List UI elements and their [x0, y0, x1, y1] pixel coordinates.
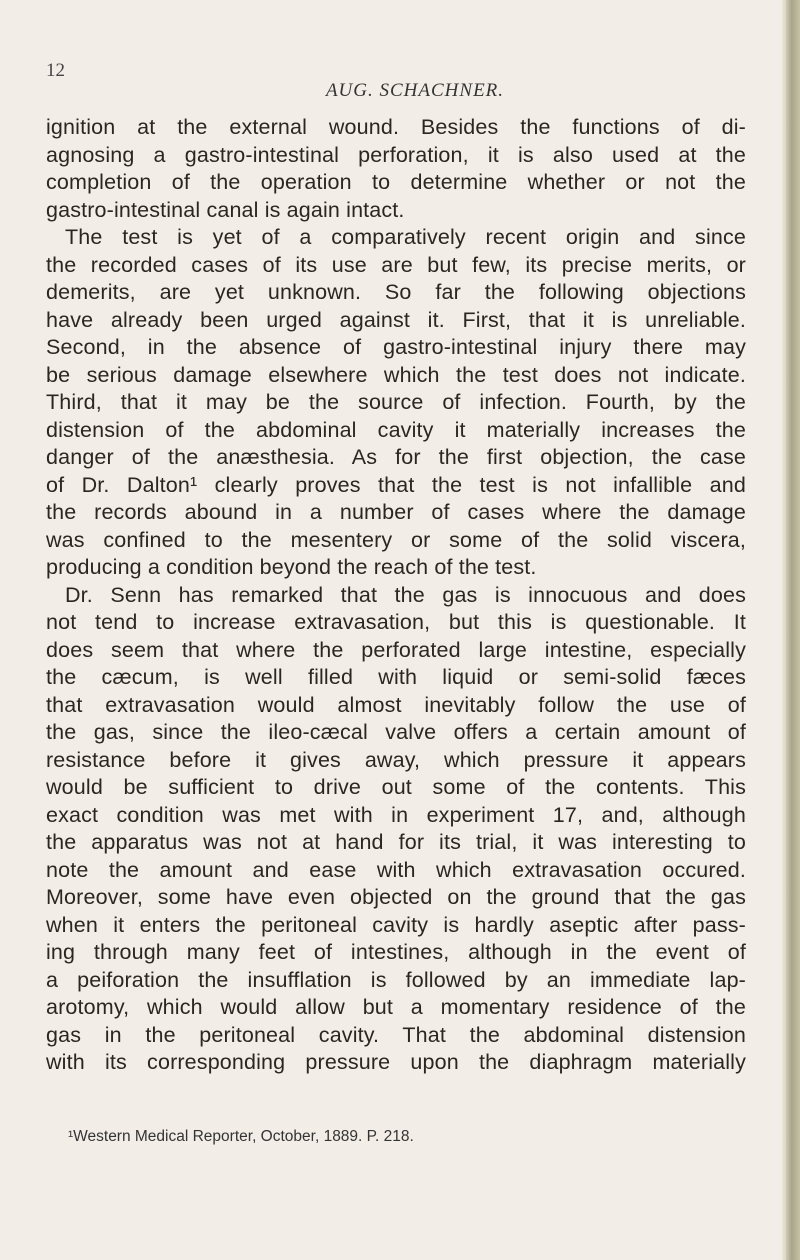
text-line: danger of the anæsthesia. As for the first objection, the case	[46, 445, 746, 469]
text-line: be serious damage elsewhere which the test does not indicate.	[46, 362, 746, 387]
running-title: AUG. SCHACHNER.	[325, 80, 505, 101]
text-line: a peiforation the insufflation is followed by an immediate lap-	[46, 967, 746, 992]
text-line: the cæcum, is well filled with liquid or semi-solid fæces	[46, 665, 746, 689]
text-line: ing through many feet of intestines, although in the event of	[46, 940, 746, 964]
text-line: Dr. Senn has remarked that the gas is innocuous and does	[65, 582, 746, 607]
text-line: exact condition was met with in experiment 17, and, although	[46, 802, 746, 827]
text-line: that extravasation would almost inevitably follow the use of	[46, 692, 746, 717]
text-line: completion of the operation to determine whether or not the	[46, 170, 746, 194]
book-spine-edge	[786, 0, 800, 1260]
text-line: the records abound in a number of cases where the damage	[46, 500, 746, 524]
text-line: ignition at the external wound. Besides the functions of di-	[46, 115, 746, 139]
text-line: gastro-intestinal canal is again intact.	[46, 197, 405, 222]
text-line: demerits, are yet unknown. So far the following objections	[46, 280, 746, 304]
text-line: does seem that where the perforated large intestine, especially	[46, 637, 746, 662]
text-line: agnosing a gastro-intestinal perforation, it is also used at the	[46, 142, 746, 167]
text-line: resistance before it gives away, which pressure it appears	[46, 747, 746, 772]
text-line: note the amount and ease with which extravasation occured.	[46, 857, 746, 882]
text-line: was confined to the mesentery or some of the solid viscera,	[46, 527, 746, 552]
text-line: when it enters the peritoneal cavity is hardly aseptic after pass-	[46, 912, 746, 937]
text-line: the apparatus was not at hand for its trial, it was interesting to	[46, 830, 746, 854]
text-line: the gas, since the ileo-cæcal valve offers a certain amount of	[46, 720, 746, 744]
text-line: producing a condition beyond the reach of the test.	[46, 555, 537, 579]
text-line: Second, in the absence of gastro-intestinal injury there may	[46, 335, 746, 359]
text-line: would be sufficient to drive out some of the contents. This	[46, 775, 746, 799]
text-line: gas in the peritoneal cavity. That the abdominal distension	[46, 1022, 746, 1047]
body-text	[46, 114, 746, 1077]
page-number: 12	[46, 60, 65, 81]
text-line: The test is yet of a comparatively recent origin and since	[65, 225, 746, 249]
text-line: of Dr. Dalton¹ clearly proves that the test is not infallible and	[46, 472, 746, 497]
text-line: have already been urged against it. First, that it is unreliable.	[46, 307, 746, 332]
text-line: with its corresponding pressure upon the diaphragm materially	[46, 1050, 746, 1074]
text-line: the recorded cases of its use are but few, its precise merits, or	[46, 252, 746, 277]
text-line: distension of the abdominal cavity it materially increases the	[46, 417, 746, 442]
text-line: not tend to increase extravasation, but this is questionable. It	[46, 610, 746, 634]
text-line: Moreover, some have even objected on the ground that the gas	[46, 885, 746, 909]
text-line: arotomy, which would allow but a momentary residence of the	[46, 995, 746, 1019]
footnote: ¹Western Medical Reporter, October, 1889. P. 218.	[68, 1128, 414, 1145]
text-line: Third, that it may be the source of infection. Fourth, by the	[46, 390, 746, 414]
